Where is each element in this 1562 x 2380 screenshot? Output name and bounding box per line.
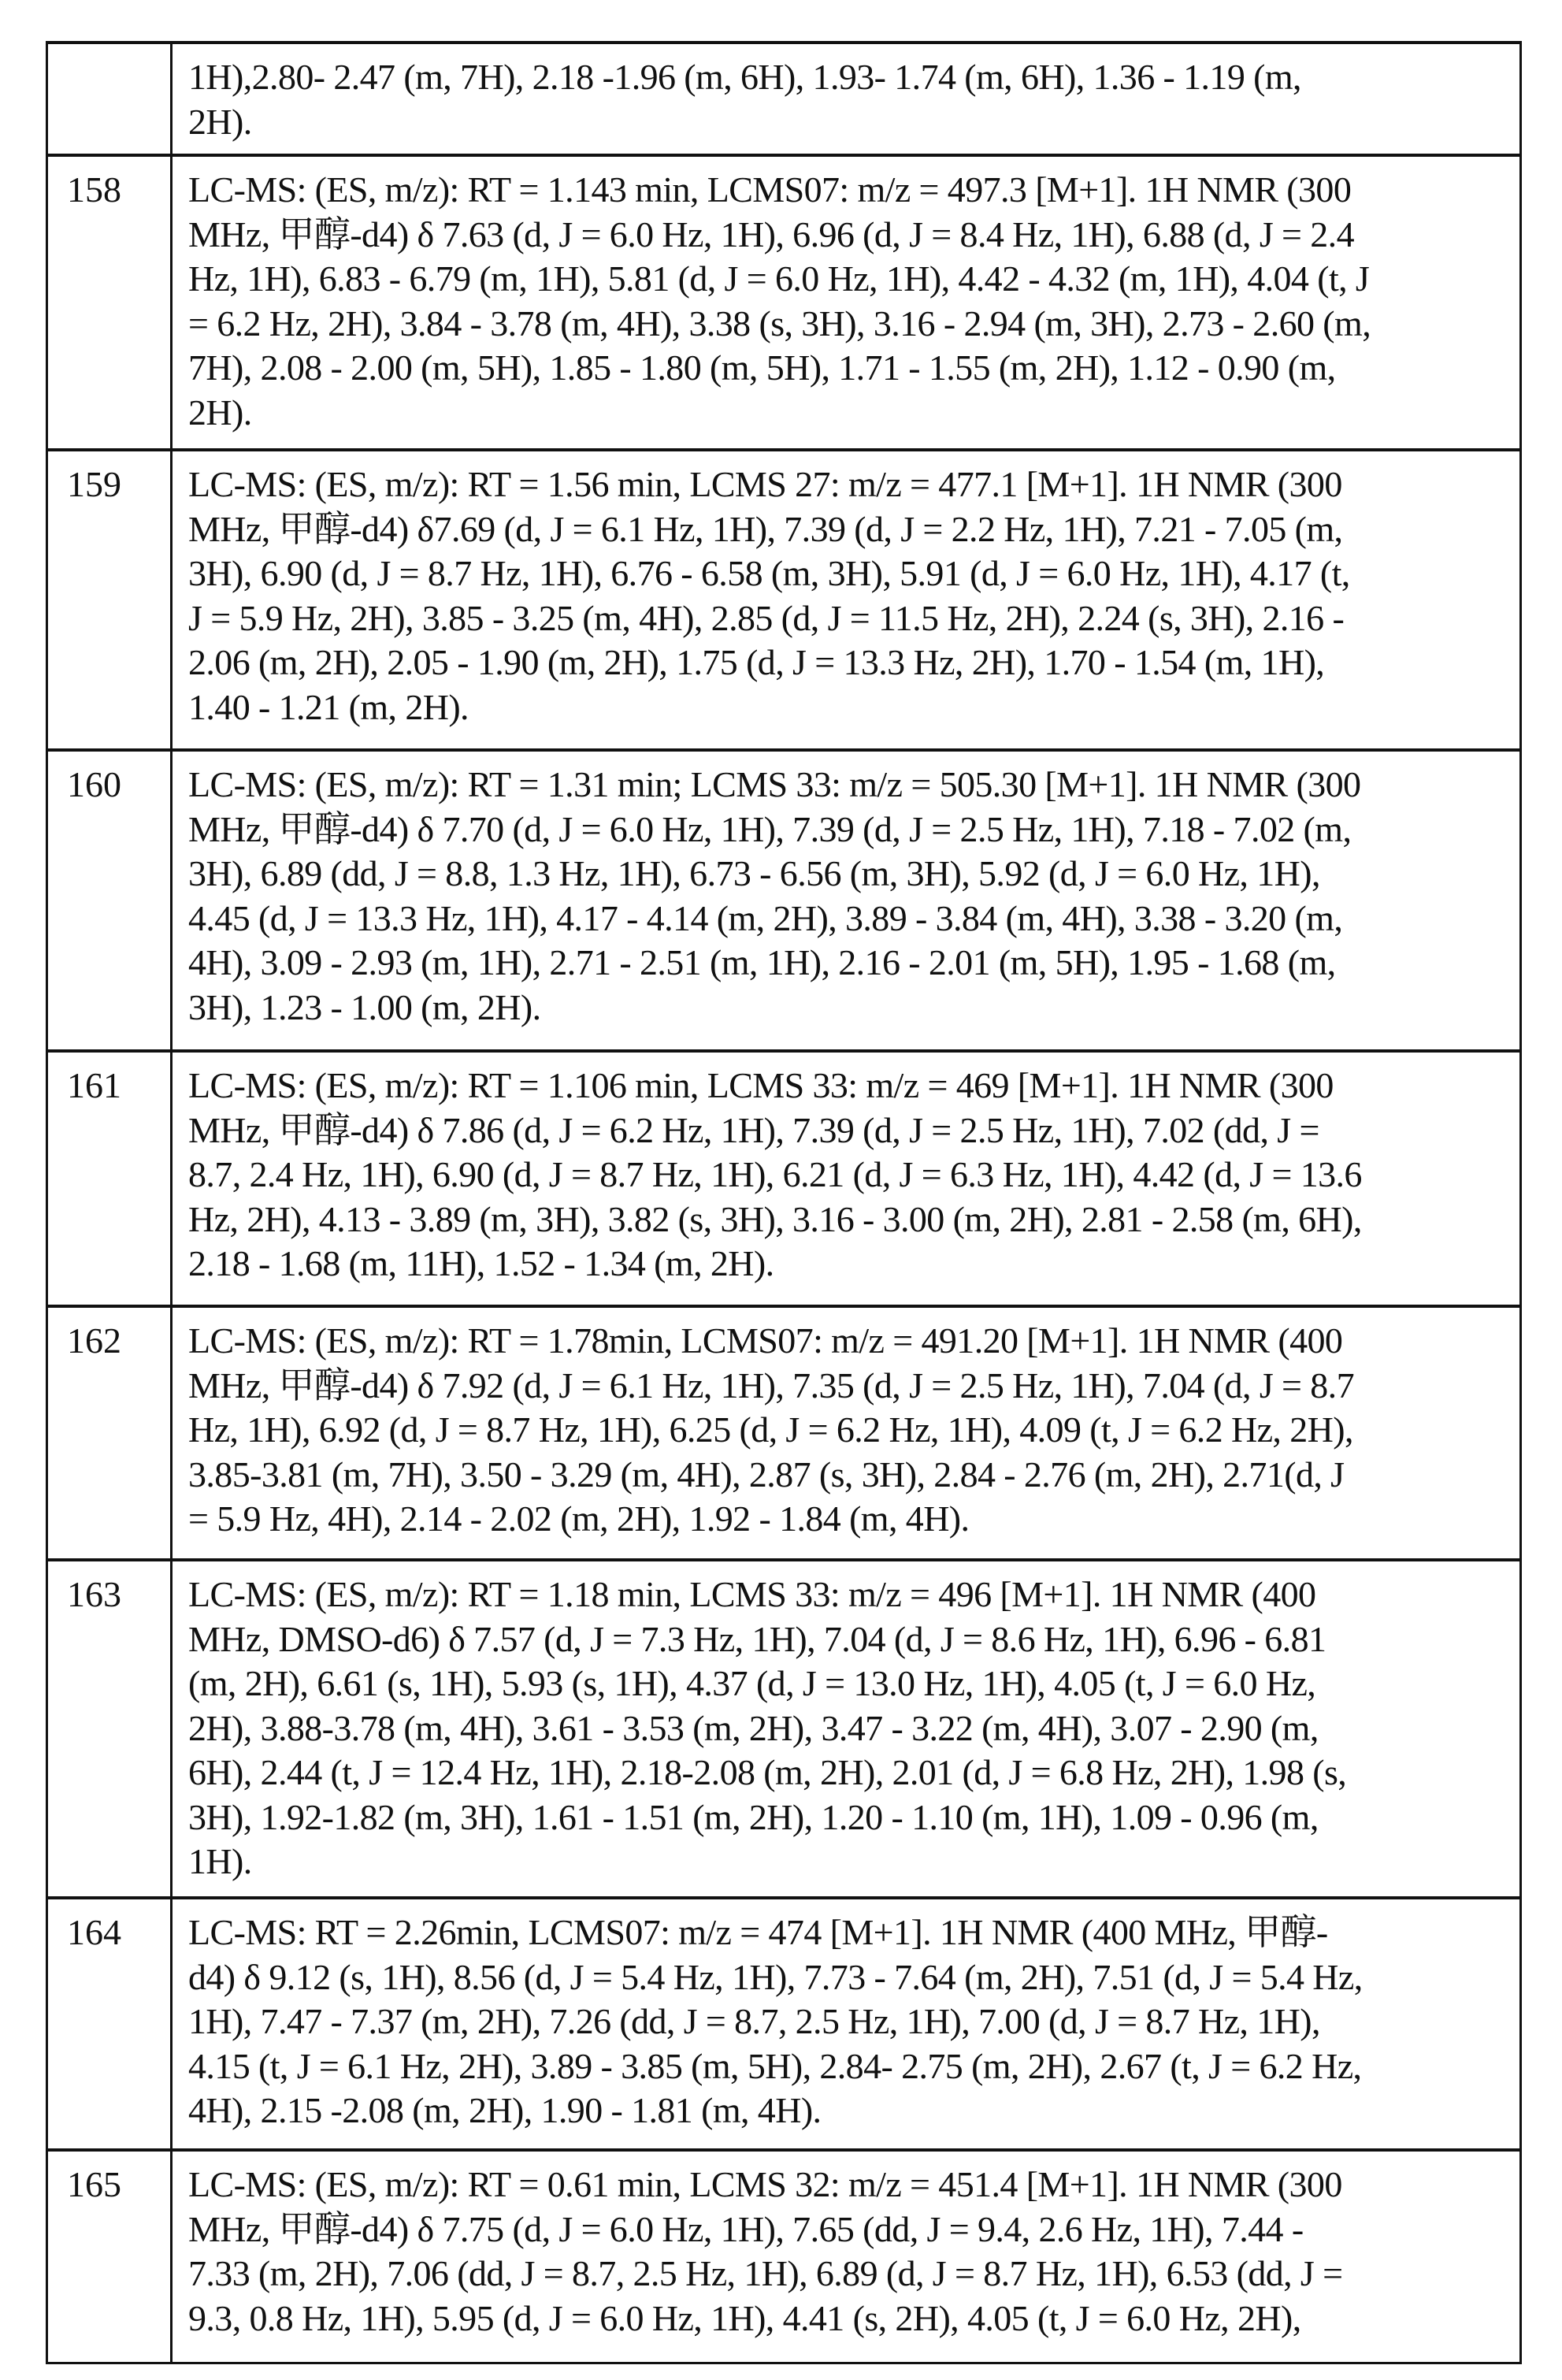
text-line: LC-MS: (ES, m/z): RT = 1.106 min, LCMS 33: m/z = 469 [M+1]. 1H NMR (300 xyxy=(188,1064,1519,1108)
characterization-data xyxy=(173,44,1519,154)
table-row xyxy=(48,157,1519,451)
text-line: LC-MS: (ES, m/z): RT = 1.31 min; LCMS 33: m/z = 505.30 [M+1]. 1H NMR (300 xyxy=(188,763,1519,808)
characterization-data xyxy=(173,1899,1519,2148)
text-line: = 5.9 Hz, 4H), 2.14 - 2.02 (m, 2H), 1.92 - 1.84 (m, 4H). xyxy=(188,1497,1519,1542)
text-line: LC-MS: (ES, m/z): RT = 1.143 min, LCMS07: m/z = 497.3 [M+1]. 1H NMR (300 xyxy=(188,168,1519,213)
text-line: d4) δ 9.12 (s, 1H), 8.56 (d, J = 5.4 Hz, 1H), 7.73 - 7.64 (m, 2H), 7.51 (d, J = 5.4 Hz, xyxy=(188,1955,1519,2000)
text-line: 4.15 (t, J = 6.1 Hz, 2H), 3.89 - 3.85 (m, 5H), 2.84- 2.75 (m, 2H), 2.67 (t, J = 6.2 Hz, xyxy=(188,2044,1519,2089)
text-line: Hz, 2H), 4.13 - 3.89 (m, 3H), 3.82 (s, 3H), 3.16 - 3.00 (m, 2H), 2.81 - 2.58 (m, 6H), xyxy=(188,1197,1519,1242)
text-line: 1H),2.80- 2.47 (m, 7H), 2.18 -1.96 (m, 6H), 1.93- 1.74 (m, 6H), 1.36 - 1.19 (m, xyxy=(188,55,1519,100)
text-line: 4.45 (d, J = 13.3 Hz, 1H), 4.17 - 4.14 (m, 2H), 3.89 - 3.84 (m, 4H), 3.38 - 3.20 (m, xyxy=(188,897,1519,941)
text-line: 7H), 2.08 - 2.00 (m, 5H), 1.85 - 1.80 (m, 5H), 1.71 - 1.55 (m, 2H), 1.12 - 0.90 (m, xyxy=(188,346,1519,391)
text-line: (m, 2H), 6.61 (s, 1H), 5.93 (s, 1H), 4.37 (d, J = 13.0 Hz, 1H), 4.05 (t, J = 6.0 Hz, xyxy=(188,1662,1519,1706)
text-line: 3H), 6.90 (d, J = 8.7 Hz, 1H), 6.76 - 6.58 (m, 3H), 5.91 (d, J = 6.0 Hz, 1H), 4.17 (t, xyxy=(188,551,1519,596)
text-line: 1H). xyxy=(188,1840,1519,1884)
text-line: 3H), 1.23 - 1.00 (m, 2H). xyxy=(188,986,1519,1030)
text-line: 8.7, 2.4 Hz, 1H), 6.90 (d, J = 8.7 Hz, 1H), 6.21 (d, J = 6.3 Hz, 1H), 4.42 (d, J = 13.6 xyxy=(188,1153,1519,1197)
compound-number: 162 xyxy=(48,1308,173,1558)
table-row xyxy=(48,1899,1519,2152)
table-row xyxy=(48,1561,1519,1899)
characterization-data xyxy=(173,451,1519,748)
table-row xyxy=(48,1053,1519,1308)
compound-number: 158 xyxy=(48,157,173,448)
text-line: 2H). xyxy=(188,391,1519,436)
text-line: LC-MS: (ES, m/z): RT = 1.18 min, LCMS 33: m/z = 496 [M+1]. 1H NMR (400 xyxy=(188,1572,1519,1617)
text-line: MHz, 甲醇-d4) δ 7.70 (d, J = 6.0 Hz, 1H), 7.39 (d, J = 2.5 Hz, 1H), 7.18 - 7.02 (m, xyxy=(188,808,1519,852)
text-line: Hz, 1H), 6.83 - 6.79 (m, 1H), 5.81 (d, J = 6.0 Hz, 1H), 4.42 - 4.32 (m, 1H), 4.04 (t, J xyxy=(188,257,1519,302)
text-line: MHz, 甲醇-d4) δ7.69 (d, J = 6.1 Hz, 1H), 7.39 (d, J = 2.2 Hz, 1H), 7.21 - 7.05 (m, xyxy=(188,507,1519,552)
text-line: 9.3, 0.8 Hz, 1H), 5.95 (d, J = 6.0 Hz, 1H), 4.41 (s, 2H), 4.05 (t, J = 6.0 Hz, 2H), xyxy=(188,2296,1519,2341)
text-line: 3H), 6.89 (dd, J = 8.8, 1.3 Hz, 1H), 6.73 - 6.56 (m, 3H), 5.92 (d, J = 6.0 Hz, 1H), xyxy=(188,852,1519,897)
text-line: LC-MS: RT = 2.26min, LCMS07: m/z = 474 [M+1]. 1H NMR (400 MHz, 甲醇- xyxy=(188,1910,1519,1955)
table-row xyxy=(48,752,1519,1053)
text-line: 6H), 2.44 (t, J = 12.4 Hz, 1H), 2.18-2.08 (m, 2H), 2.01 (d, J = 6.8 Hz, 2H), 1.98 (s, xyxy=(188,1751,1519,1795)
characterization-data xyxy=(173,1308,1519,1558)
text-line: 2.06 (m, 2H), 2.05 - 1.90 (m, 2H), 1.75 (d, J = 13.3 Hz, 2H), 1.70 - 1.54 (m, 1H), xyxy=(188,640,1519,685)
text-line: 4H), 3.09 - 2.93 (m, 1H), 2.71 - 2.51 (m, 1H), 2.16 - 2.01 (m, 5H), 1.95 - 1.68 (m, xyxy=(188,941,1519,986)
text-line: = 6.2 Hz, 2H), 3.84 - 3.78 (m, 4H), 3.38 (s, 3H), 3.16 - 2.94 (m, 3H), 2.73 - 2.60 (m, xyxy=(188,302,1519,347)
text-line: MHz, 甲醇-d4) δ 7.86 (d, J = 6.2 Hz, 1H), 7.39 (d, J = 2.5 Hz, 1H), 7.02 (dd, J = xyxy=(188,1108,1519,1153)
compound-number: 165 xyxy=(48,2152,173,2362)
characterization-data xyxy=(173,1053,1519,1305)
characterization-data xyxy=(173,157,1519,448)
text-line: LC-MS: (ES, m/z): RT = 0.61 min, LCMS 32: m/z = 451.4 [M+1]. 1H NMR (300 xyxy=(188,2163,1519,2207)
characterization-data xyxy=(173,1561,1519,1896)
table-row xyxy=(48,1308,1519,1561)
characterization-data xyxy=(173,752,1519,1049)
text-line: 7.33 (m, 2H), 7.06 (dd, J = 8.7, 2.5 Hz, 1H), 6.89 (d, J = 8.7 Hz, 1H), 6.53 (dd, J = xyxy=(188,2252,1519,2296)
text-line: 2H). xyxy=(188,100,1519,145)
table-row xyxy=(48,2152,1519,2364)
compound-number: 164 xyxy=(48,1899,173,2148)
text-line: 3.85-3.81 (m, 7H), 3.50 - 3.29 (m, 4H), 2.87 (s, 3H), 2.84 - 2.76 (m, 2H), 2.71(d, J xyxy=(188,1453,1519,1498)
text-line: Hz, 1H), 6.92 (d, J = 8.7 Hz, 1H), 6.25 (d, J = 6.2 Hz, 1H), 4.09 (t, J = 6.2 Hz, 2H), xyxy=(188,1408,1519,1453)
table-row xyxy=(48,451,1519,752)
text-line: 3H), 1.92-1.82 (m, 3H), 1.61 - 1.51 (m, 2H), 1.20 - 1.10 (m, 1H), 1.09 - 0.96 (m, xyxy=(188,1795,1519,1840)
text-line: MHz, 甲醇-d4) δ 7.75 (d, J = 6.0 Hz, 1H), 7.65 (dd, J = 9.4, 2.6 Hz, 1H), 7.44 - xyxy=(188,2207,1519,2252)
text-line: 1H), 7.47 - 7.37 (m, 2H), 7.26 (dd, J = 8.7, 2.5 Hz, 1H), 7.00 (d, J = 8.7 Hz, 1H), xyxy=(188,1999,1519,2044)
compound-number: 161 xyxy=(48,1053,173,1305)
text-line: 2.18 - 1.68 (m, 11H), 1.52 - 1.34 (m, 2H). xyxy=(188,1242,1519,1287)
text-line: LC-MS: (ES, m/z): RT = 1.56 min, LCMS 27: m/z = 477.1 [M+1]. 1H NMR (300 xyxy=(188,462,1519,507)
text-line: J = 5.9 Hz, 2H), 3.85 - 3.25 (m, 4H), 2.85 (d, J = 11.5 Hz, 2H), 2.24 (s, 3H), 2.16 - xyxy=(188,596,1519,641)
text-line: 4H), 2.15 -2.08 (m, 2H), 1.90 - 1.81 (m, 4H). xyxy=(188,2089,1519,2133)
table-row xyxy=(48,44,1519,157)
text-line: MHz, DMSO-d6) δ 7.57 (d, J = 7.3 Hz, 1H), 7.04 (d, J = 8.6 Hz, 1H), 6.96 - 6.81 xyxy=(188,1617,1519,1662)
compound-number: 160 xyxy=(48,752,173,1049)
compound-number xyxy=(48,44,173,154)
text-line: 1.40 - 1.21 (m, 2H). xyxy=(188,685,1519,730)
compound-data-table xyxy=(46,41,1522,2364)
text-line: 2H), 3.88-3.78 (m, 4H), 3.61 - 3.53 (m, 2H), 3.47 - 3.22 (m, 4H), 3.07 - 2.90 (m, xyxy=(188,1706,1519,1751)
text-line: LC-MS: (ES, m/z): RT = 1.78min, LCMS07: m/z = 491.20 [M+1]. 1H NMR (400 xyxy=(188,1319,1519,1364)
compound-number: 159 xyxy=(48,451,173,748)
text-line: MHz, 甲醇-d4) δ 7.63 (d, J = 6.0 Hz, 1H), 6.96 (d, J = 8.4 Hz, 1H), 6.88 (d, J = 2.4 xyxy=(188,213,1519,258)
characterization-data xyxy=(173,2152,1519,2362)
compound-number: 163 xyxy=(48,1561,173,1896)
text-line: MHz, 甲醇-d4) δ 7.92 (d, J = 6.1 Hz, 1H), 7.35 (d, J = 2.5 Hz, 1H), 7.04 (d, J = 8.7 xyxy=(188,1364,1519,1409)
